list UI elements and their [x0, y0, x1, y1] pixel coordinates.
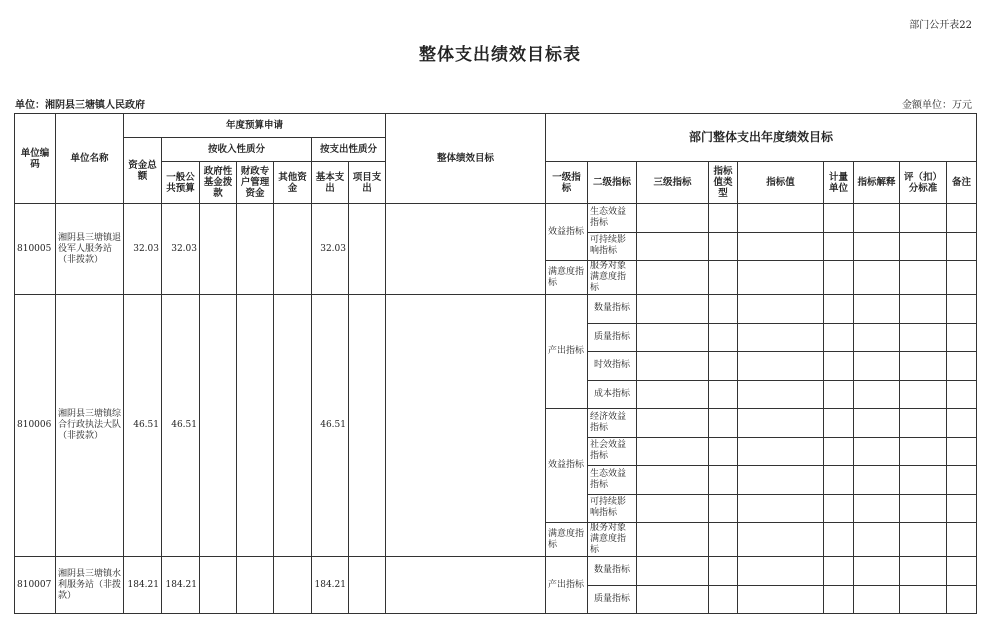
value-type-cell: [709, 585, 738, 614]
remarks-cell: [947, 585, 977, 614]
scoring-cell: [900, 409, 947, 438]
level3-cell: [637, 557, 709, 586]
header-value-type: 指标值类型: [709, 162, 738, 204]
value-type-cell: [709, 557, 738, 586]
indicator-value-cell: [738, 261, 824, 295]
level2-cell: 质量指标: [588, 585, 637, 614]
level3-cell: [637, 295, 709, 324]
scoring-cell: [900, 352, 947, 381]
indicator-value-cell: [738, 295, 824, 324]
header-by-income: 按收入性质分: [162, 138, 312, 162]
general-budget-cell: 46.51: [162, 295, 200, 557]
indicator-value-cell: [738, 323, 824, 352]
scoring-cell: [900, 585, 947, 614]
total-cell: 184.21: [124, 557, 162, 614]
unit-name-cell: 湘阴县三塘镇水利服务站（非拨款）: [56, 557, 124, 614]
header-dept-goal: 部门整体支出年度绩效目标: [546, 114, 977, 162]
level1-cell: 效益指标: [546, 409, 588, 523]
measure-unit-cell: [824, 352, 854, 381]
project-expense-cell: [349, 557, 386, 614]
indicator-explain-cell: [854, 380, 900, 409]
general-budget-cell: 32.03: [162, 204, 200, 295]
remarks-cell: [947, 204, 977, 233]
level2-cell: 可持续影响指标: [588, 232, 637, 261]
measure-unit-cell: [824, 204, 854, 233]
remarks-cell: [947, 557, 977, 586]
header-indicator-value: 指标值: [738, 162, 824, 204]
header-level3: 三级指标: [637, 162, 709, 204]
level2-cell: 数量指标: [588, 557, 637, 586]
fiscal-special-cell: [237, 204, 274, 295]
measure-unit-cell: [824, 494, 854, 523]
general-budget-cell: 184.21: [162, 557, 200, 614]
remarks-cell: [947, 523, 977, 557]
level3-cell: [637, 380, 709, 409]
gov-fund-cell: [200, 295, 237, 557]
scoring-cell: [900, 323, 947, 352]
header-unit-name: 单位名称: [56, 114, 124, 204]
remarks-cell: [947, 232, 977, 261]
unit-code-cell: 810007: [15, 557, 56, 614]
scoring-cell: [900, 466, 947, 495]
level1-cell: 满意度指标: [546, 261, 588, 295]
table-row: [15, 295, 977, 324]
indicator-explain-cell: [854, 261, 900, 295]
money-unit-label: 金额单位：万元: [902, 100, 972, 111]
level2-cell: 质量指标: [588, 323, 637, 352]
level2-cell: 可持续影响指标: [588, 494, 637, 523]
value-type-cell: [709, 352, 738, 381]
indicator-value-cell: [738, 380, 824, 409]
fiscal-special-cell: [237, 295, 274, 557]
indicator-explain-cell: [854, 409, 900, 438]
measure-unit-cell: [824, 557, 854, 586]
gov-fund-cell: [200, 204, 237, 295]
level1-cell: 产出指标: [546, 557, 588, 614]
scoring-cell: [900, 437, 947, 466]
scoring-cell: [900, 261, 947, 295]
scoring-cell: [900, 295, 947, 324]
remarks-cell: [947, 352, 977, 381]
level3-cell: [637, 352, 709, 381]
indicator-value-cell: [738, 585, 824, 614]
indicator-value-cell: [738, 557, 824, 586]
performance-goal-table: [14, 113, 977, 614]
value-type-cell: [709, 466, 738, 495]
page-title: 整体支出绩效目标表: [419, 45, 581, 65]
unit-label: 单位：湘阴县三塘镇人民政府: [15, 100, 145, 111]
level3-cell: [637, 261, 709, 295]
header-remarks: 备注: [947, 162, 977, 204]
level2-cell: 数量指标: [588, 295, 637, 324]
remarks-cell: [947, 437, 977, 466]
other-funds-cell: [274, 557, 312, 614]
measure-unit-cell: [824, 585, 854, 614]
header-other-funds: 其他资金: [274, 162, 312, 204]
level2-cell: 生态效益指标: [588, 204, 637, 233]
scoring-cell: [900, 557, 947, 586]
level2-cell: 社会效益指标: [588, 437, 637, 466]
remarks-cell: [947, 323, 977, 352]
measure-unit-cell: [824, 523, 854, 557]
total-cell: 46.51: [124, 295, 162, 557]
scoring-cell: [900, 204, 947, 233]
other-funds-cell: [274, 295, 312, 557]
header-indicator-explain: 指标解释: [854, 162, 900, 204]
unit-code-cell: 810006: [15, 295, 56, 557]
indicator-value-cell: [738, 409, 824, 438]
measure-unit-cell: [824, 295, 854, 324]
header-level1: 一级指标: [546, 162, 588, 204]
measure-unit-cell: [824, 466, 854, 495]
remarks-cell: [947, 380, 977, 409]
remarks-cell: [947, 261, 977, 295]
header-gov-fund: 政府性基金拨款: [200, 162, 237, 204]
level1-cell: 产出指标: [546, 295, 588, 409]
table-number-label: 部门公开表22: [909, 20, 972, 31]
unit-code-cell: 810005: [15, 204, 56, 295]
project-expense-cell: [349, 204, 386, 295]
overall-goal-cell: [386, 295, 546, 557]
value-type-cell: [709, 523, 738, 557]
value-type-cell: [709, 437, 738, 466]
level2-cell: 服务对象满意度指标: [588, 261, 637, 295]
indicator-value-cell: [738, 204, 824, 233]
overall-goal-cell: [386, 557, 546, 614]
level3-cell: [637, 437, 709, 466]
level1-cell: 满意度指标: [546, 523, 588, 557]
level3-cell: [637, 204, 709, 233]
level3-cell: [637, 323, 709, 352]
indicator-value-cell: [738, 232, 824, 261]
measure-unit-cell: [824, 261, 854, 295]
basic-expense-cell: 46.51: [312, 295, 349, 557]
indicator-explain-cell: [854, 585, 900, 614]
header-level2: 二级指标: [588, 162, 637, 204]
header-annual-budget: 年度预算申请: [124, 114, 386, 138]
level3-cell: [637, 523, 709, 557]
measure-unit-cell: [824, 232, 854, 261]
table-row: [15, 557, 977, 586]
gov-fund-cell: [200, 557, 237, 614]
measure-unit-cell: [824, 323, 854, 352]
project-expense-cell: [349, 295, 386, 557]
level3-cell: [637, 409, 709, 438]
indicator-explain-cell: [854, 557, 900, 586]
value-type-cell: [709, 295, 738, 324]
indicator-explain-cell: [854, 523, 900, 557]
measure-unit-cell: [824, 437, 854, 466]
basic-expense-cell: 32.03: [312, 204, 349, 295]
header-general-budget: 一般公共预算: [162, 162, 200, 204]
measure-unit-cell: [824, 380, 854, 409]
header-measure-unit: 计量单位: [824, 162, 854, 204]
level3-cell: [637, 466, 709, 495]
total-cell: 32.03: [124, 204, 162, 295]
remarks-cell: [947, 466, 977, 495]
indicator-value-cell: [738, 466, 824, 495]
indicator-explain-cell: [854, 204, 900, 233]
scoring-cell: [900, 523, 947, 557]
remarks-cell: [947, 409, 977, 438]
other-funds-cell: [274, 204, 312, 295]
remarks-cell: [947, 295, 977, 324]
unit-name-cell: 湘阴县三塘镇综合行政执法大队（非拨款）: [56, 295, 124, 557]
level3-cell: [637, 494, 709, 523]
measure-unit-cell: [824, 409, 854, 438]
value-type-cell: [709, 261, 738, 295]
level2-cell: 成本指标: [588, 380, 637, 409]
value-type-cell: [709, 232, 738, 261]
level2-cell: 服务对象满意度指标: [588, 523, 637, 557]
value-type-cell: [709, 380, 738, 409]
header-by-expense: 按支出性质分: [312, 138, 386, 162]
indicator-explain-cell: [854, 466, 900, 495]
unit-name-cell: 湘阴县三塘镇退役军人服务站（非拨款）: [56, 204, 124, 295]
basic-expense-cell: 184.21: [312, 557, 349, 614]
indicator-explain-cell: [854, 323, 900, 352]
scoring-cell: [900, 380, 947, 409]
value-type-cell: [709, 494, 738, 523]
indicator-explain-cell: [854, 295, 900, 324]
indicator-value-cell: [738, 494, 824, 523]
scoring-cell: [900, 232, 947, 261]
level2-cell: 经济效益指标: [588, 409, 637, 438]
level1-cell: 效益指标: [546, 204, 588, 261]
indicator-explain-cell: [854, 494, 900, 523]
header-project-expense: 项目支出: [349, 162, 386, 204]
indicator-value-cell: [738, 523, 824, 557]
indicator-explain-cell: [854, 437, 900, 466]
header-scoring: 评（扣）分标准: [900, 162, 947, 204]
indicator-value-cell: [738, 437, 824, 466]
remarks-cell: [947, 494, 977, 523]
header-overall-goal: 整体绩效目标: [386, 114, 546, 204]
indicator-explain-cell: [854, 232, 900, 261]
level2-cell: 生态效益指标: [588, 466, 637, 495]
scoring-cell: [900, 494, 947, 523]
level3-cell: [637, 585, 709, 614]
overall-goal-cell: [386, 204, 546, 295]
header-total: 资金总额: [124, 138, 162, 204]
value-type-cell: [709, 323, 738, 352]
value-type-cell: [709, 409, 738, 438]
value-type-cell: [709, 204, 738, 233]
header-unit-code: 单位编码: [15, 114, 56, 204]
indicator-explain-cell: [854, 352, 900, 381]
table-row: [15, 204, 977, 233]
indicator-value-cell: [738, 352, 824, 381]
header-fiscal-special: 财政专户管理资金: [237, 162, 274, 204]
fiscal-special-cell: [237, 557, 274, 614]
header-basic-expense: 基本支出: [312, 162, 349, 204]
level3-cell: [637, 232, 709, 261]
level2-cell: 时效指标: [588, 352, 637, 381]
